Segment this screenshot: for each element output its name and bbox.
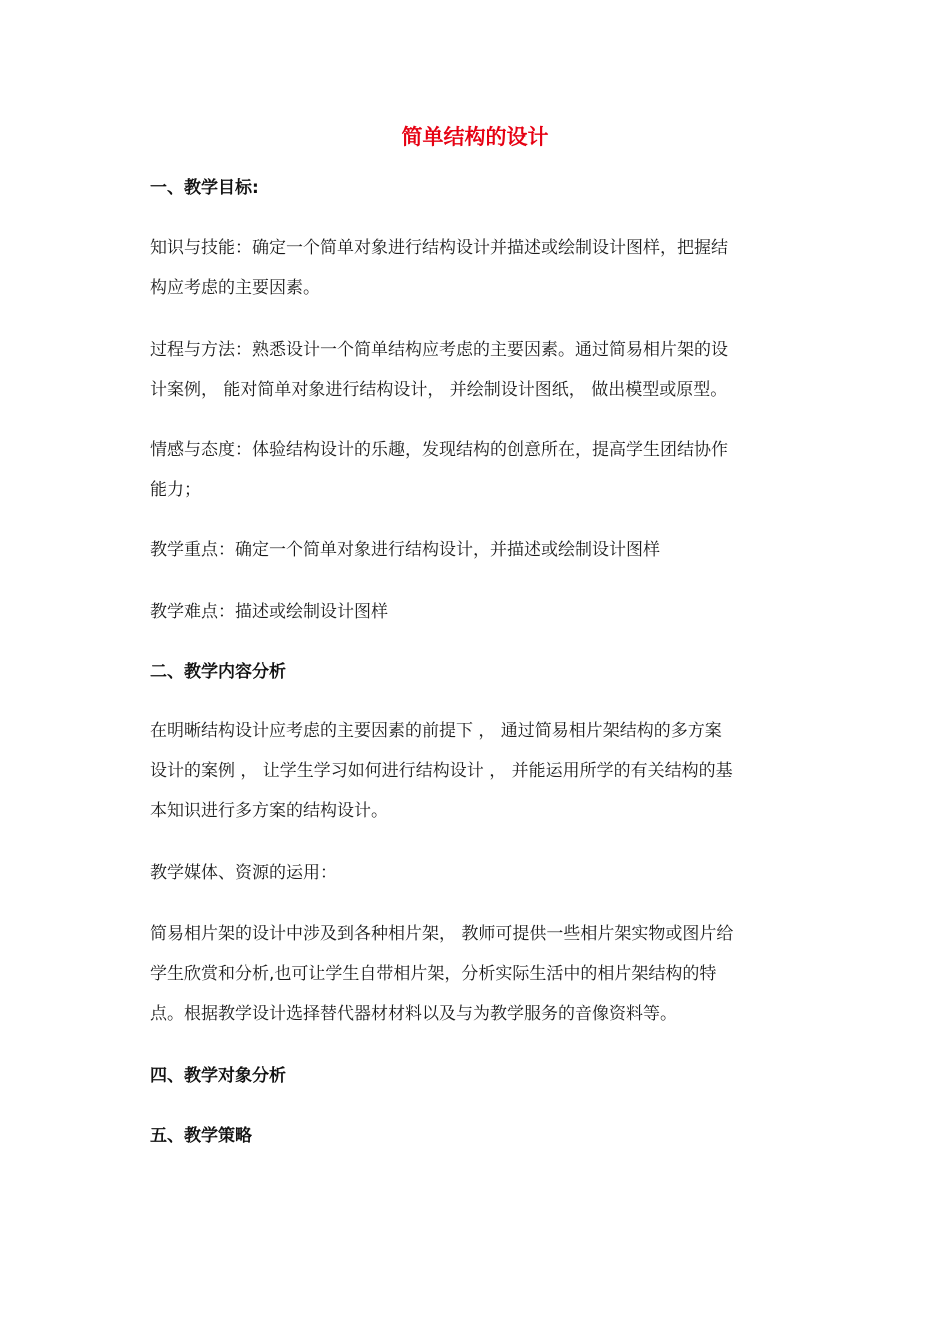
paragraph-line: 能力； [150, 480, 201, 500]
paragraph-line: 教学重点：确定一个简单对象进行结构设计，并描述或绘制设计图样 [150, 540, 660, 560]
paragraph-line: 在明晰结构设计应考虑的主要因素的前提下 ， 通过简易相片架结构的多方案 [150, 721, 722, 741]
section-heading-objectives: 一、教学目标: [150, 178, 259, 198]
paragraph-line: 简易相片架的设计中涉及到各种相片架， 教师可提供一些相片架实物或图片给 [150, 924, 734, 944]
section-heading-content-analysis: 二、教学内容分析 [150, 662, 286, 682]
paragraph-line: 学生欣赏和分析,也可让学生自带相片架，分析实际生活中的相片架结构的特 [150, 964, 717, 984]
paragraph-line: 本知识进行多方案的结构设计。 [150, 801, 388, 821]
paragraph-content-analysis [150, 711, 810, 831]
paragraph-media-resources [150, 853, 810, 893]
paragraph-line: 知识与技能：确定一个简单对象进行结构设计并描述或绘制设计图样，把握结 [150, 238, 728, 258]
paragraph-line: 教学难点：描述或绘制设计图样 [150, 602, 388, 622]
paragraph-line: 计案例， 能对简单对象进行结构设计， 并绘制设计图纸， 做出模型或原型。 [150, 380, 728, 400]
paragraph-knowledge-skills [150, 228, 810, 308]
paragraph-line: 设计的案例 ， 让学生学习如何进行结构设计 ， 并能运用所学的有关结构的基 [150, 761, 733, 781]
paragraph-emotion-attitude [150, 430, 810, 510]
paragraph-process-methods [150, 330, 810, 410]
paragraph-line: 过程与方法：熟悉设计一个简单结构应考虑的主要因素。通过简易相片架的设 [150, 340, 728, 360]
paragraph-line: 构应考虑的主要因素。 [150, 278, 320, 298]
paragraph-line: 教学媒体、资源的运用： [150, 863, 337, 883]
paragraph-photo-frame [150, 914, 810, 1034]
paragraph-key-points [150, 530, 810, 570]
section-heading-audience-analysis: 四、教学对象分析 [150, 1066, 286, 1086]
section-heading-strategy: 五、教学策略 [150, 1126, 252, 1146]
paragraph-difficulties [150, 592, 810, 632]
paragraph-line: 情感与态度：体验结构设计的乐趣，发现结构的创意所在，提高学生团结协作 [150, 440, 728, 460]
paragraph-line: 点。根据教学设计选择替代器材材料以及与为教学服务的音像资料等。 [150, 1004, 677, 1024]
document-title: 简单结构的设计 [401, 125, 549, 149]
